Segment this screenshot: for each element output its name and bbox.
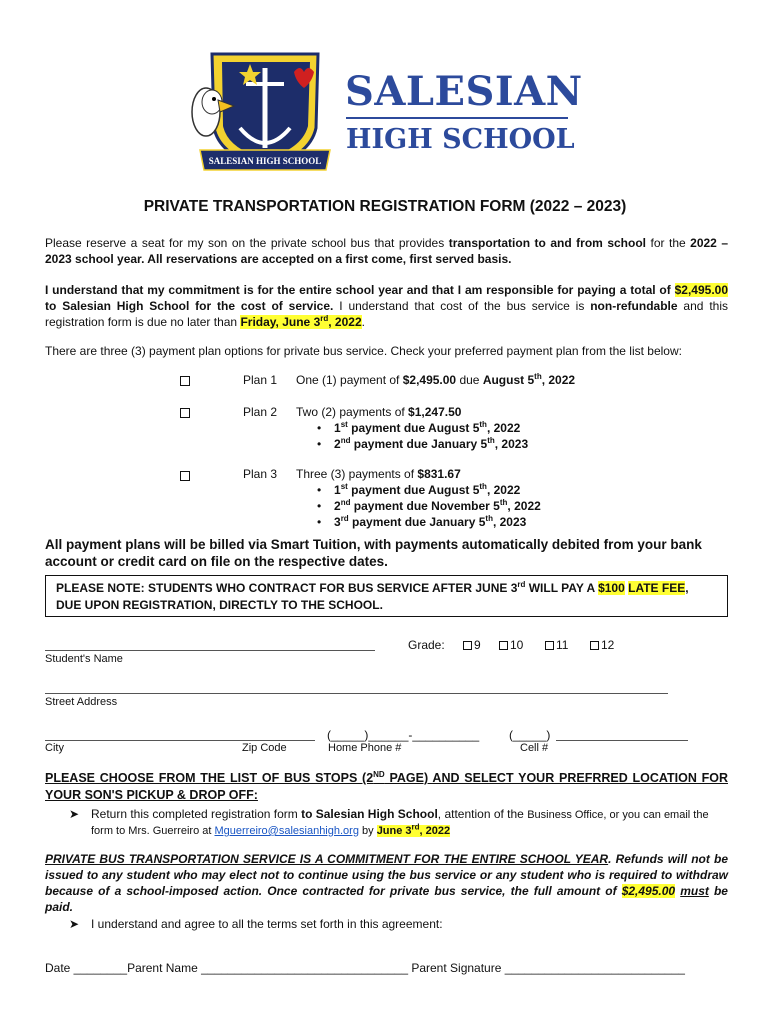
grade-9-checkbox[interactable] <box>463 641 472 650</box>
intro-text: for the <box>646 236 691 250</box>
zip-label: Zip Code <box>242 742 287 754</box>
intro-bold-transport: transportation to and from school <box>448 236 646 250</box>
email-link[interactable]: Mguerreiro@salesianhigh.org <box>214 825 359 837</box>
intro-bold-reservations: . All reservations are accepted on a first come, first served basis. <box>141 252 512 266</box>
plan-3-label: Plan 3 <box>243 467 278 481</box>
commitment-text: I understand that cost of the bus service is <box>333 299 591 313</box>
grade-10-option[interactable]: 10 <box>499 638 523 652</box>
intro-paragraph <box>45 235 728 267</box>
late-fee-notice: PLEASE NOTE: STUDENTS WHO CONTRACT FOR BUS SERVICE AFTER JUNE 3rd WILL PAY A $100 LATE FEE, DUE UPON REGISTRATION, DIRECTLY TO THE SCHOOL. <box>45 575 728 617</box>
grade-11-option[interactable]: 11 <box>545 638 568 652</box>
arrow-bullet-icon: ➤ <box>69 807 80 821</box>
student-name-label: Student's Name <box>45 653 123 665</box>
logo-divider <box>346 117 568 119</box>
street-address-label: Street Address <box>45 696 118 708</box>
return-due-date: June 3rd, 2022 <box>376 822 451 837</box>
plan-3-description: Three (3) payments of $831.67 <box>296 467 461 481</box>
grade-11-checkbox[interactable] <box>545 641 554 650</box>
commitment-text: I understand that my commitment is for the entire school year and that I am responsible for paying a total of <box>45 283 675 297</box>
late-fee-amount: $100 <box>598 581 625 595</box>
crest-banner-text: SALESIAN HIGH SCHOOL <box>208 156 322 166</box>
late-fee-label: LATE FEE <box>628 581 686 595</box>
plan-1-label: Plan 1 <box>243 373 278 387</box>
grade-12-option[interactable]: 12 <box>590 638 614 652</box>
school-name-line-1: SALESIAN <box>345 68 583 115</box>
home-phone-label: Home Phone # <box>328 742 402 754</box>
cell-phone-line <box>556 740 688 741</box>
parent-name-field[interactable]: Parent Name _______________________________ <box>127 961 408 975</box>
city-zip-field[interactable] <box>45 740 315 741</box>
student-name-field[interactable] <box>45 650 375 651</box>
plan-2-payment-2: • 2nd payment due January 5th, 2023 <box>334 437 528 451</box>
plan-2-label: Plan 2 <box>243 405 278 419</box>
plan-2-description: Two (2) payments of $1,247.50 <box>296 405 462 419</box>
grade-10-checkbox[interactable] <box>499 641 508 650</box>
non-refundable-text: non-refundable <box>590 299 678 313</box>
signature-row <box>45 961 685 975</box>
plan-3-payment-3: • 3rd payment due January 5th, 2023 <box>334 515 526 529</box>
intro-bold-year: 2022 – 2023 school year <box>45 236 729 266</box>
commitment-paragraph: I understand that my commitment is for the entire school year and that I am responsible for paying a total of $2,495.00 to Salesian High School for the cost of service. I understand that cost of the bus service is non-refundable and this registration form is due no later than Friday, June 3rd, 2022. <box>45 283 728 329</box>
parent-signature-field[interactable]: Parent Signature ___________________________ <box>408 961 685 975</box>
intro-text: Please reserve a seat for my son on the private school bus that provides <box>45 236 449 250</box>
grade-label: Grade: <box>408 638 445 652</box>
agreement-statement: I understand and agree to all the terms set forth in this agreement: <box>91 917 443 931</box>
plan-1-description: One (1) payment of $2,495.00 due August 5th, 2022 <box>296 372 576 387</box>
arrow-bullet-icon: ➤ <box>69 917 80 931</box>
commitment-text: to Salesian High School for the cost of service. <box>45 299 334 313</box>
bus-stops-heading: PLEASE CHOOSE FROM THE LIST OF BUS STOPS (2ND PAGE) AND SELECT YOUR PREFRRED LOCATION FOR YOUR SON'S PICKUP & DROP OFF: <box>45 769 728 802</box>
cell-label: Cell # <box>520 742 549 754</box>
commitment-notice: PRIVATE BUS TRANSPORTATION SERVICE IS A COMMITMENT FOR THE ENTIRE SCHOOL YEAR. Refunds will not be issued to any student who may elect not to continue using the bus service or any student who is required to withdraw because of a school-imposed action. Once contracted for private bus service, the full amount of $2,495.00 must be paid. <box>45 852 728 914</box>
home-phone-field[interactable]: (_____)______-__________ <box>327 728 480 742</box>
billing-note: All payment plans will be billed via Smart Tuition, with payments automatically debited from your bank account or credit card on file on the respective dates. <box>45 537 702 569</box>
return-instructions: Return this completed registration form to Salesian High School, attention of the Business Office, or you can email the form to Mrs. Guerreiro at Mguerreiro@salesianhigh.org by June 3rd, 2022 <box>91 807 709 837</box>
form-title: PRIVATE TRANSPORTATION REGISTRATION FORM (2022 – 2023) <box>143 198 627 215</box>
city-label: City <box>45 742 64 754</box>
cell-phone-field[interactable]: (_____) <box>509 728 551 742</box>
date-field[interactable]: Date ________ <box>45 961 128 975</box>
due-date: Friday, June 3rd, 2022 <box>240 314 362 329</box>
commitment-text: and this registration form is due no later than <box>45 299 728 329</box>
plan-2-payment-1: • 1st payment due August 5th, 2022 <box>334 421 520 435</box>
school-name-line-2: HIGH SCHOOL <box>346 124 575 155</box>
plan-3-payment-2: • 2nd payment due November 5th, 2022 <box>334 499 541 513</box>
plan-3-payment-1: • 1st payment due August 5th, 2022 <box>334 483 520 497</box>
plans-intro: There are three (3) payment plan options for private bus service. Check your preferred payment plan from the list below: <box>45 344 682 358</box>
total-amount: $2,495.00 <box>674 283 728 297</box>
grade-9-option[interactable]: 9 <box>463 638 481 652</box>
full-amount: $2,495.00 <box>621 884 676 898</box>
plan-2-checkbox[interactable] <box>180 408 190 418</box>
street-address-field[interactable] <box>45 693 668 694</box>
plan-1-checkbox[interactable] <box>180 376 190 386</box>
plan-3-checkbox[interactable] <box>180 471 190 481</box>
school-crest-logo <box>190 50 335 180</box>
grade-12-checkbox[interactable] <box>590 641 599 650</box>
